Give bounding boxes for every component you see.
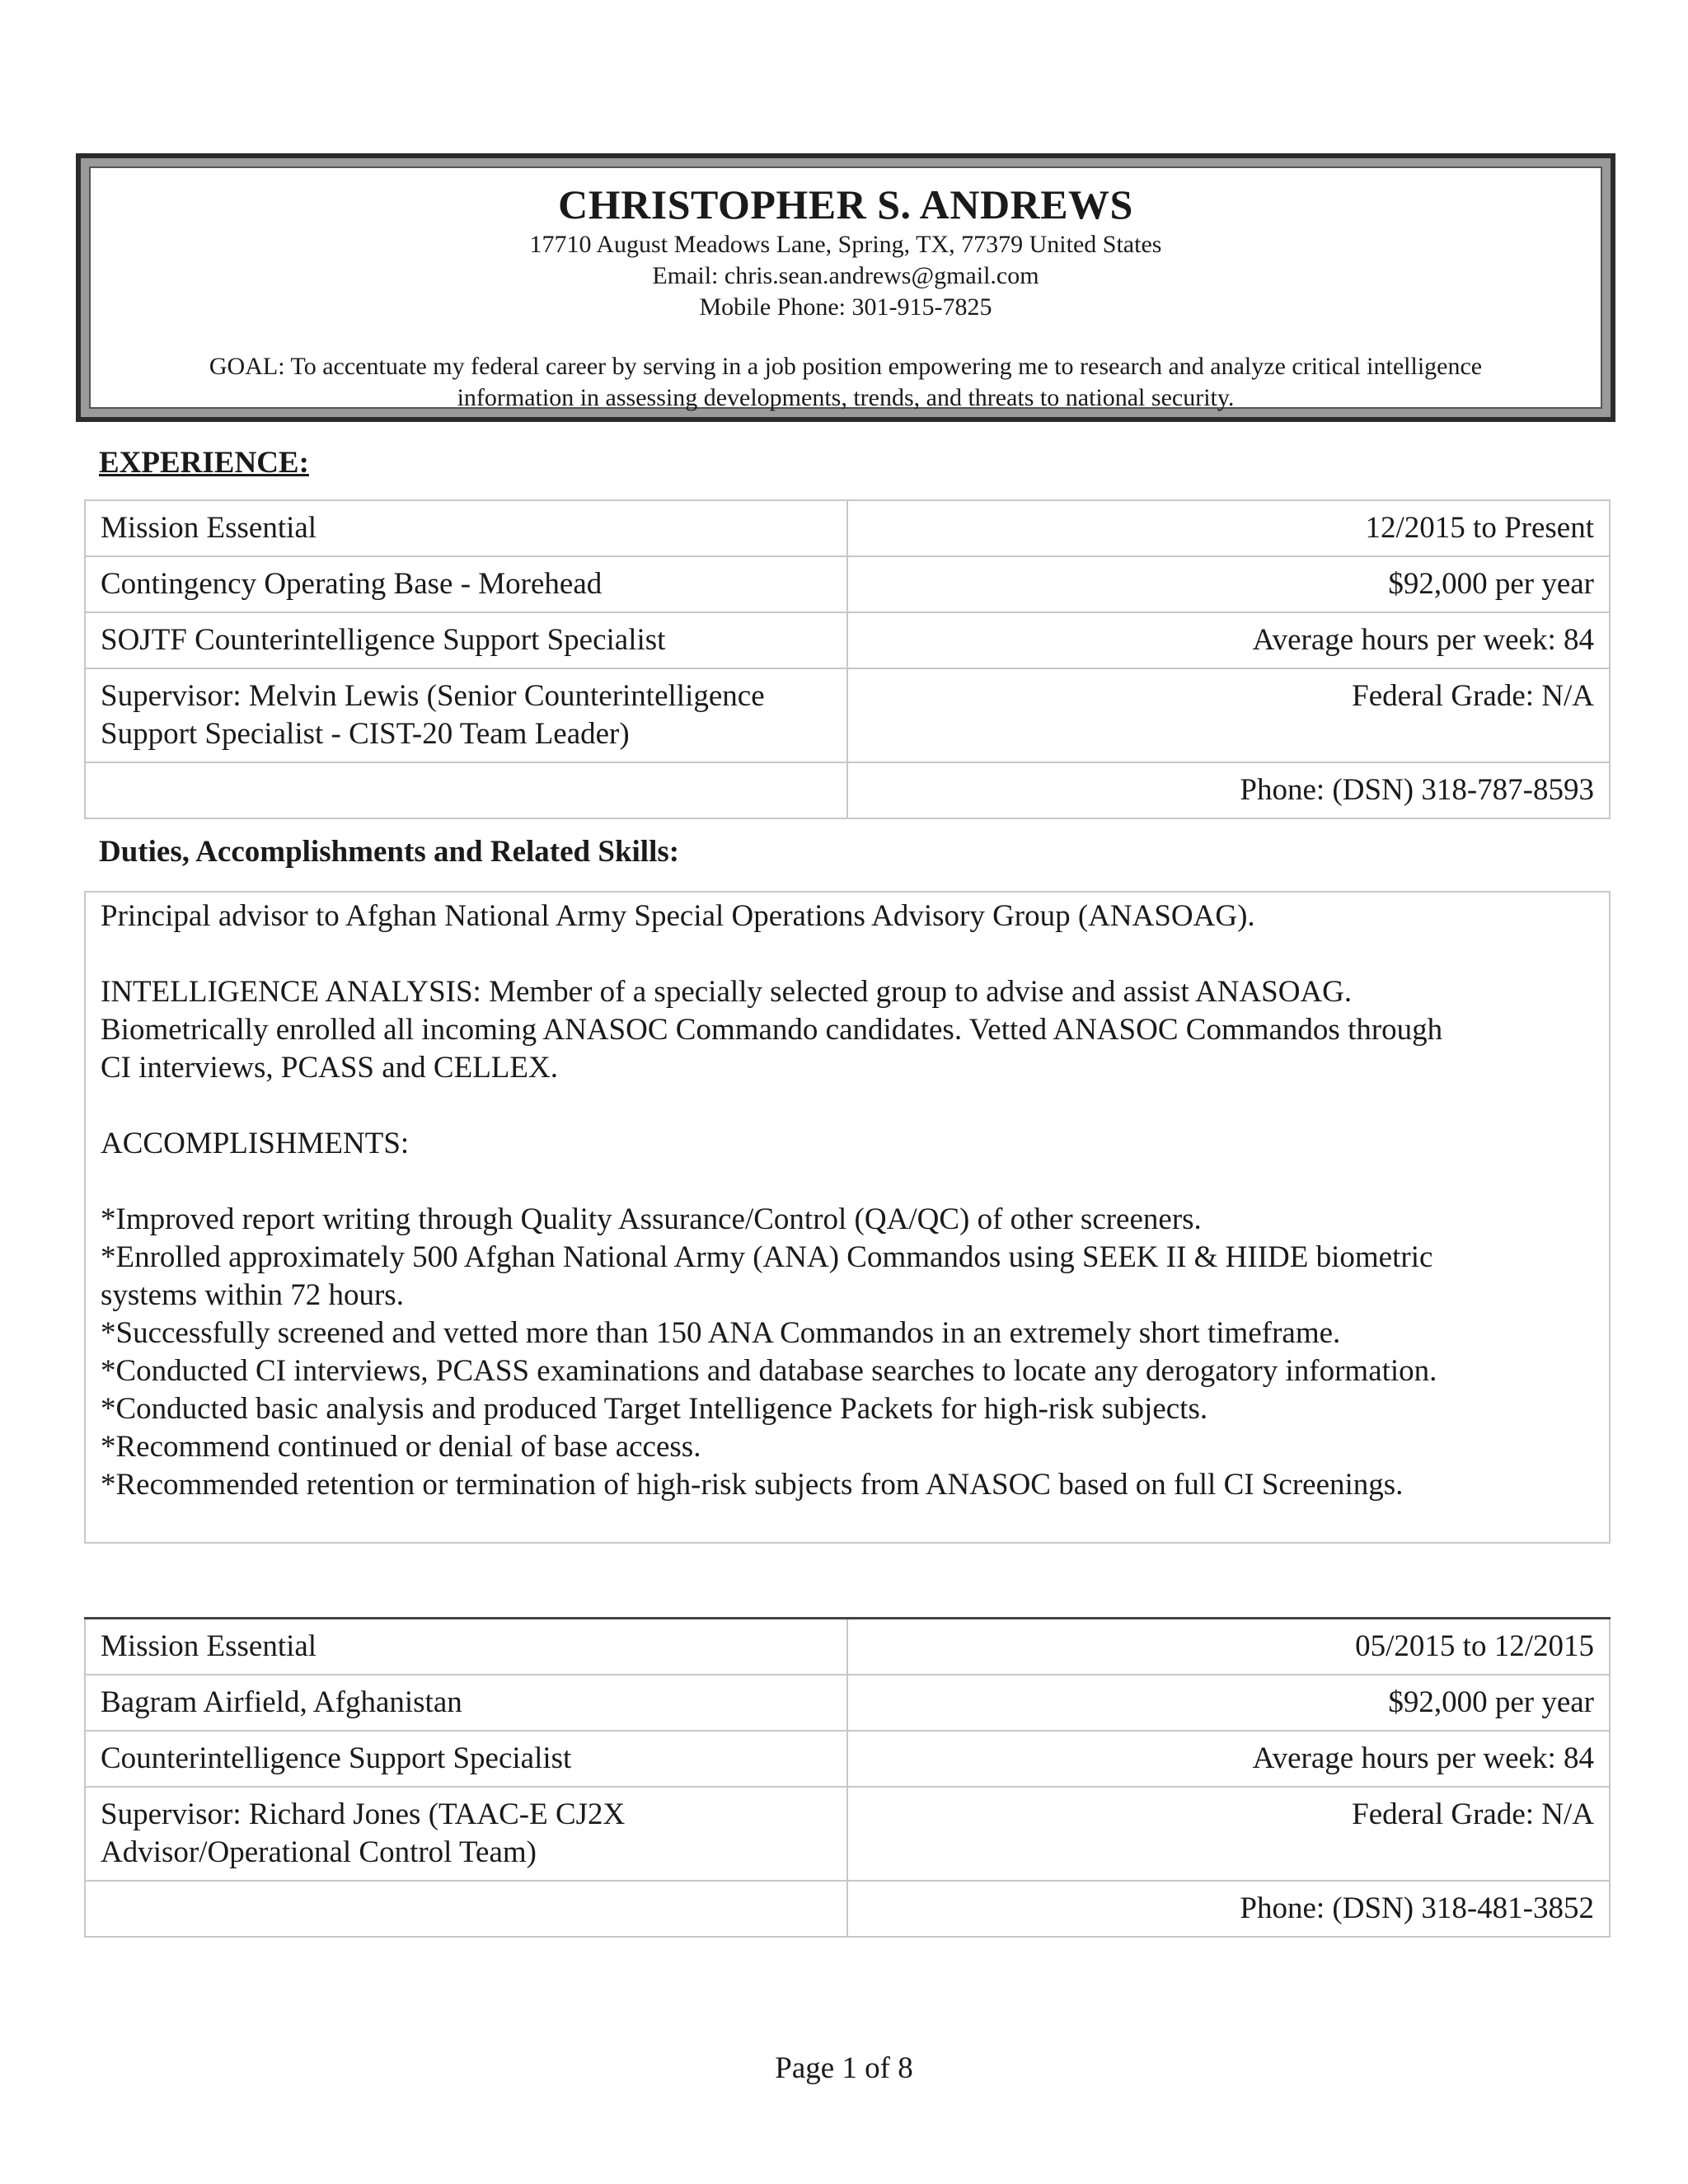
table-row [85, 1731, 1610, 1787]
empty-cell [85, 762, 847, 818]
accomplishment-item: *Recommend continued or denial of base access. [101, 1430, 701, 1464]
table-row [85, 668, 1610, 762]
table-row [85, 500, 1610, 556]
table-row [85, 1675, 1610, 1731]
job-location: Contingency Operating Base - Morehead [85, 556, 847, 612]
supervisor-line: Advisor/Operational Control Team) [101, 1835, 537, 1869]
mobile-phone: Mobile Phone: 301-915-7825 [699, 293, 992, 321]
duties-box [84, 891, 1611, 1544]
federal-grade: Federal Grade: N/A [847, 1787, 1610, 1881]
table-row [85, 1881, 1610, 1937]
accomplishment-item: *Improved report writing through Quality Assurance/Control (QA/QC) of other screeners. [101, 1202, 1202, 1236]
duties-intro: Principal advisor to Afghan National Army Special Operations Advisory Group (ANASOAG). [101, 899, 1255, 933]
analysis-line: INTELLIGENCE ANALYSIS: Member of a specially selected group to advise and assist ANASOAG. [101, 975, 1353, 1009]
table-row [85, 762, 1610, 818]
empty-cell [85, 1881, 847, 1937]
accomplishment-item: *Enrolled approximately 500 Afghan National Army (ANA) Commandos using SEEK II & HIIDE biometric [101, 1240, 1433, 1274]
federal-grade: Federal Grade: N/A [847, 668, 1610, 762]
supervisor [85, 1787, 847, 1881]
accomplishment-item: *Conducted CI interviews, PCASS examinations and database searches to locate any derogatory information. [101, 1354, 1437, 1388]
goal-line: GOAL: To accentuate my federal career by serving in a job position empowering me to research and analyze critical intelligence [209, 353, 1483, 380]
supervisor-phone: Phone: (DSN) 318-481-3852 [847, 1881, 1610, 1937]
supervisor-line: Supervisor: Melvin Lewis (Senior Counterintelligence [101, 679, 765, 713]
job-table [84, 1617, 1611, 1938]
duties-heading: Duties, Accomplishments and Related Skills: [99, 835, 680, 869]
goal-line: information in assessing developments, trends, and threats to national security. [457, 384, 1235, 411]
table-row [85, 612, 1610, 668]
employer: Mission Essential [85, 500, 847, 556]
hours-per-week: Average hours per week: 84 [847, 612, 1610, 668]
resume-header [76, 153, 1615, 422]
hours-per-week: Average hours per week: 84 [847, 1731, 1610, 1787]
accomplishment-item: *Conducted basic analysis and produced Target Intelligence Packets for high-risk subjects. [101, 1392, 1208, 1426]
employment-dates: 12/2015 to Present [847, 500, 1610, 556]
table-row [85, 556, 1610, 612]
supervisor-phone: Phone: (DSN) 318-787-8593 [847, 762, 1610, 818]
email: Email: chris.sean.andrews@gmail.com [652, 262, 1039, 289]
experience-heading: EXPERIENCE: [99, 446, 309, 480]
salary: $92,000 per year [847, 1675, 1610, 1731]
accomplishment-item: systems within 72 hours. [101, 1278, 404, 1312]
job-table [84, 499, 1611, 819]
resume-header-inner [89, 166, 1602, 409]
candidate-name: CHRISTOPHER S. ANDREWS [558, 181, 1133, 227]
employer: Mission Essential [85, 1619, 847, 1675]
accomplishment-item: *Recommended retention or termination of high-risk subjects from ANASOC based on full CI Screenings. [101, 1468, 1404, 1502]
career-goal [91, 351, 1601, 414]
salary: $92,000 per year [847, 556, 1610, 612]
supervisor-line: Support Specialist - CIST-20 Team Leader) [101, 717, 630, 751]
job-location: Bagram Airfield, Afghanistan [85, 1675, 847, 1731]
accomplishment-item: *Successfully screened and vetted more than 150 ANA Commandos in an extremely short timeframe. [101, 1316, 1341, 1350]
job-title: Counterintelligence Support Specialist [85, 1731, 847, 1787]
table-row [85, 1619, 1610, 1675]
address: 17710 August Meadows Lane, Spring, TX, 77379 United States [529, 231, 1162, 258]
analysis-line: CI interviews, PCASS and CELLEX. [101, 1051, 558, 1085]
page-number: Page 1 of 8 [775, 2051, 913, 2085]
employment-dates: 05/2015 to 12/2015 [847, 1619, 1610, 1675]
supervisor-line: Supervisor: Richard Jones (TAAC-E CJ2X [101, 1797, 626, 1831]
accomplishments-heading: ACCOMPLISHMENTS: [101, 1127, 410, 1160]
job-title: SOJTF Counterintelligence Support Specialist [85, 612, 847, 668]
supervisor [85, 668, 847, 762]
analysis-line: Biometrically enrolled all incoming ANASOC Commando candidates. Vetted ANASOC Commandos through [101, 1013, 1443, 1047]
table-row [85, 1787, 1610, 1881]
